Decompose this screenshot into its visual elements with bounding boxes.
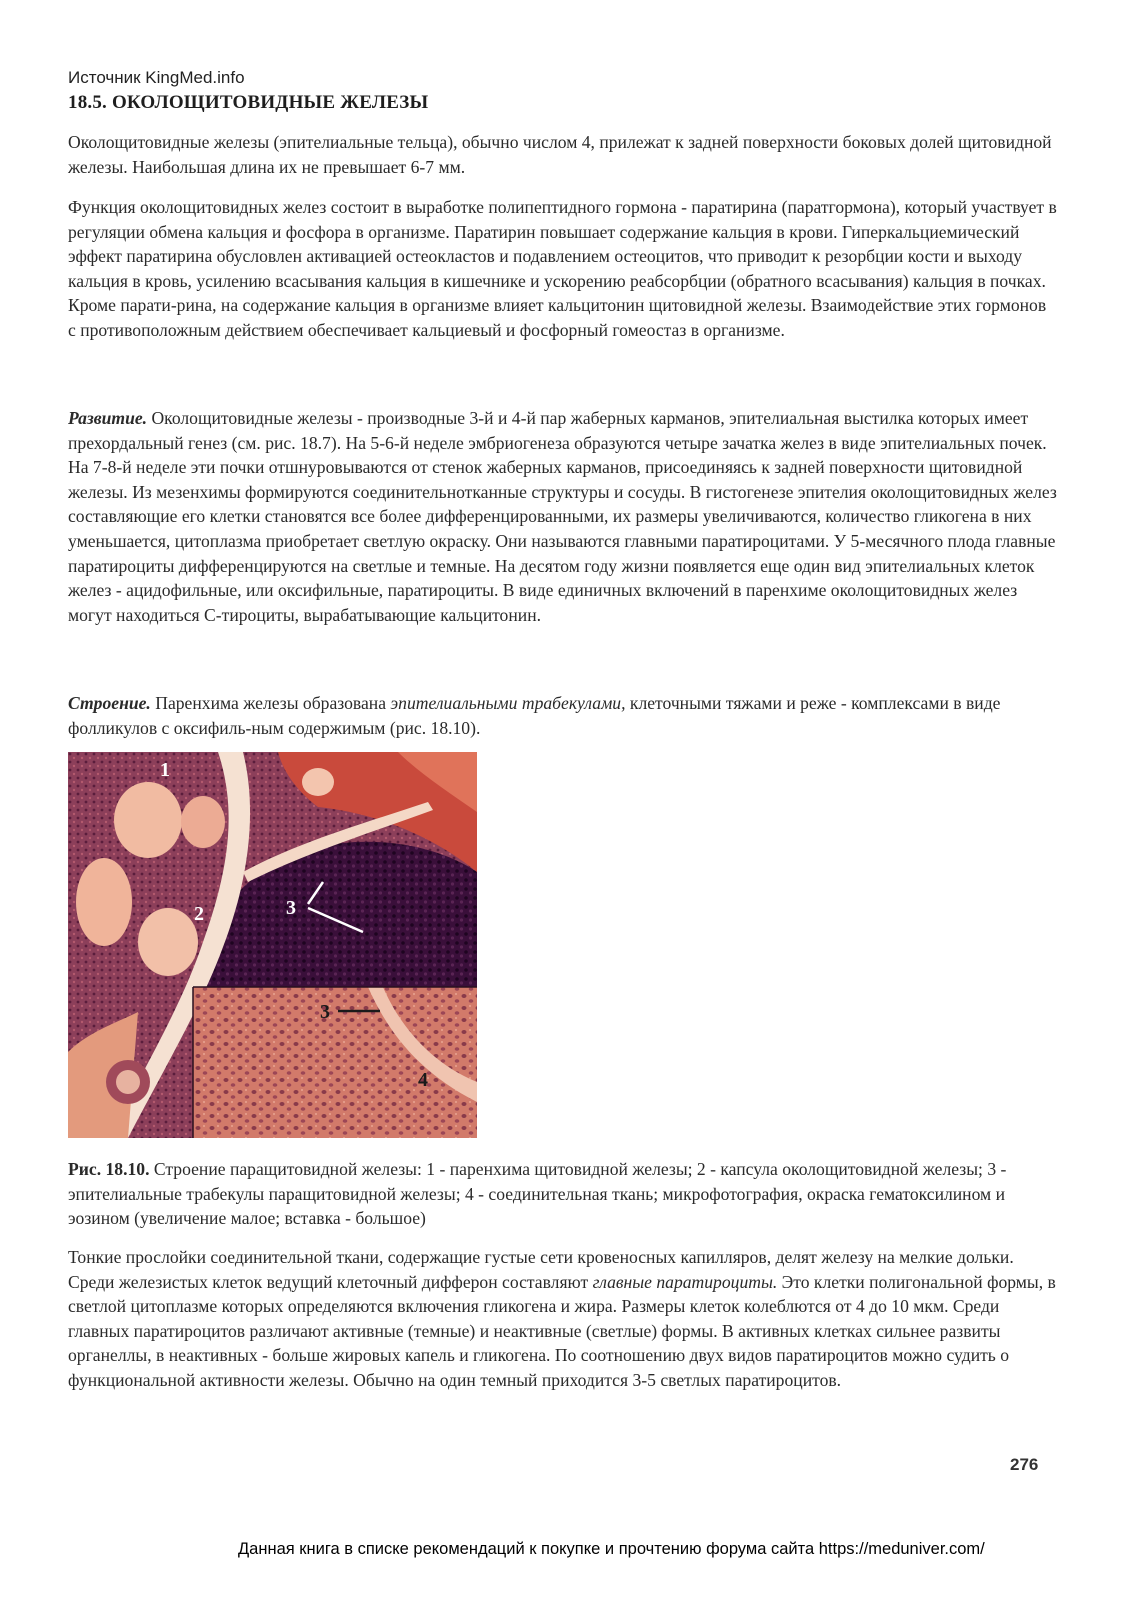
- footer-note: Данная книга в списке рекомендаций к покупке и прочтению форума сайта https://meduniver.com/: [238, 1540, 985, 1558]
- parathyrocytes-text-italic: главные паратироциты.: [592, 1271, 778, 1292]
- paragraph-function: Функция околощитовидных желез состоит в выработке полипептидного гормона - паратирина (паратгормона), который участвует в регуляции обмена кальция и фосфора в организме. Паратирин повышает содержание кальция в крови. Гиперкальциемический эффект паратирина обусловлен активацией остеокластов и подавлением остеоцитов, что приводит к резорбции кости и выходу кальция в кровь, усилению всасывания кальция в кишечнике и ускорению реабсорбции (обратного всасывания) кальция в почках. Кроме парати-рина, на содержание кальция в организме влияет кальцитонин щитовидной железы. Взаимодействие этих гормонов с противоположным действием обеспечивает кальциевый и фосфорный гомеостаз в организме.: [68, 197, 1057, 340]
- micrograph-image: [68, 752, 477, 1138]
- structure-text-italic: эпителиальными трабекулами,: [390, 693, 626, 713]
- figure-label-3-inset: 3: [320, 1001, 330, 1023]
- section-heading: 18.5. ОКОЛОЩИТОВИДНЫЕ ЖЕЛЕЗЫ: [68, 92, 429, 113]
- figure-label-3-upper: 3: [286, 897, 296, 919]
- paragraph-structure: [68, 691, 1058, 740]
- figure-label-4: 4: [418, 1069, 428, 1091]
- source-line: Источник KingMed.info: [68, 68, 245, 87]
- development-lead: Развитие.: [68, 408, 148, 428]
- page-number: 276: [1010, 1455, 1039, 1474]
- parathyrocytes-text-b: Это клетки полигональной формы, в светлой цитоплазме которых определяются включения гликогена и жира. Размеры клеток колеблются от 4 до 10 мкм. Среди главных паратироцитов различают активные (темные) и неактивные (светлые) формы. В активных клетках сильнее развиты органеллы, в неактивных - больше жировых капель и гликогена. По соотношению двух видов паратироцитов можно судить о функциональной активности железы. Обычно на один темный приходится 3-5 светлых паратироцитов.: [68, 1271, 1056, 1390]
- paragraph-parathyrocytes: [68, 1245, 1058, 1393]
- development-text: Околощитовидные железы - производные 3-й и 4-й пар жаберных карманов, эпителиальная выстилка которых имеет прехордальный генез (см. рис. 18.7). На 5-6-й неделе эмбриогенеза образуются четыре зачатка желез в виде эпителиальных почек. На 7-8-й неделе эти почки отшнуровываются от стенок жаберных карманов, присоединяясь к задней поверхности щитовидной железы. Из мезенхимы формируются соединительнотканные структуры и сосуды. В гистогенезе эпителия околощитовидных желез составляющие его клетки становятся все более дифференцированными, их размеры увеличиваются, количество гликогена в них уменьшается, цитоплазма приобретает светлую окраску. Они называются главными паратироцитами. У 5-месячного плода главные паратироциты дифференцируются на светлые и темные. На десятом году жизни появляется еще один вид эпителиальных клеток желез - ацидофильные, или оксифильные, паратироциты. В виде единичных включений в паренхиме околощитовидных желез могут находиться С-тироциты, вырабатывающие кальцитонин.: [68, 408, 1057, 625]
- micrograph-figure: [68, 752, 477, 1138]
- paragraph-development: [68, 406, 1058, 627]
- figure-caption-text: Строение паращитовидной железы: 1 - паренхима щитовидной железы; 2 - капсула околощитовидной железы; 3 - эпителиальные трабекулы паращитовидной железы; 4 - соединительная ткань; микрофотография, окраска гематоксилином и эозином (увеличение малое; вставка - большое): [68, 1159, 1007, 1229]
- figure-caption: [68, 1157, 1058, 1231]
- parathyrocytes-text-a: Тонкие прослойки соединительной ткани, содержащие густые сети кровеносных капилляров, делят железу на мелкие дольки. Среди железистых клеток ведущий клеточный дифферон составляют: [68, 1247, 1014, 1292]
- figure-label-2: 2: [194, 903, 204, 925]
- paragraph-intro: Околощитовидные железы (эпителиальные тельца), обычно числом 4, прилежат к задней поверхности боковых долей щитовидной железы. Наибольшая длина их не превышает 6-7 мм.: [68, 132, 1052, 177]
- figure-caption-lead: Рис. 18.10.: [68, 1159, 150, 1179]
- figure-label-1: 1: [160, 759, 170, 781]
- structure-text-b: клеточными тяжами и реже - комплексами в виде фолликулов с оксифиль-ным содержимым (рис. 18.10).: [68, 693, 1001, 738]
- structure-lead: Строение.: [68, 693, 151, 713]
- structure-text-a: Паренхима железы образована: [150, 693, 391, 713]
